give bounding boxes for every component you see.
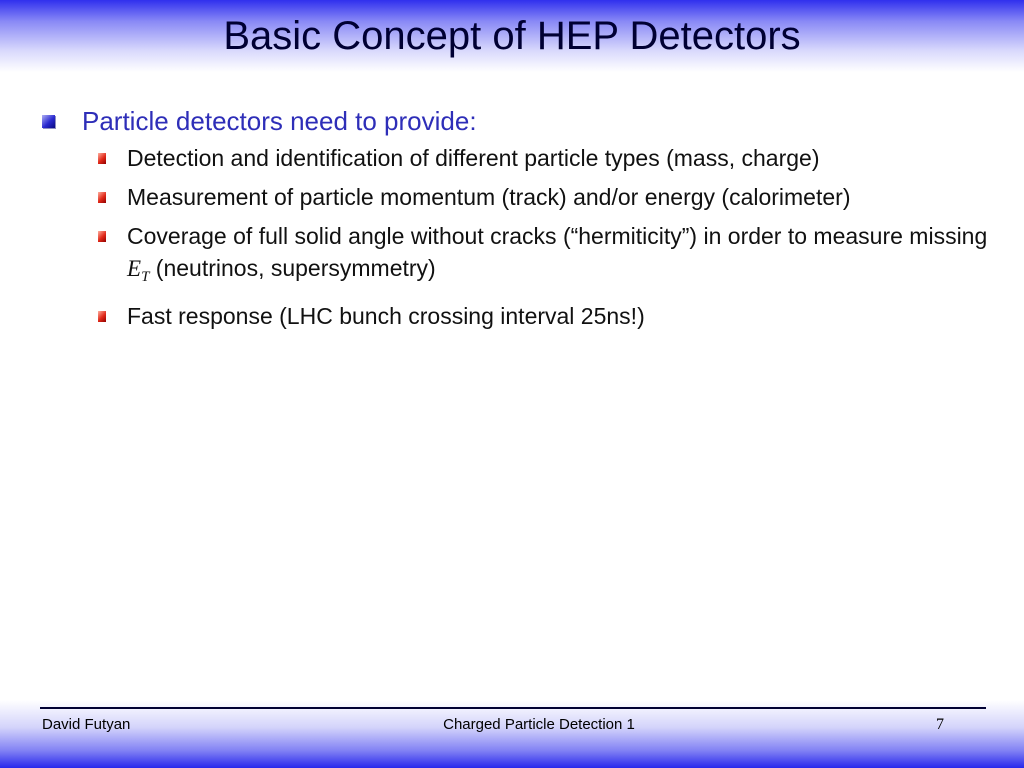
sub-bullet-item [42,142,1002,174]
red-square-bullet-icon [98,311,106,322]
sub-bullet-text: Measurement of particle momentum (track) and/or energy (calorimeter) [127,184,851,210]
page-number: 7 [936,716,944,733]
sub-bullet-text-tail: (neutrinos, supersymmetry) [149,255,436,281]
missing-et-letter: E [127,256,142,281]
missing-et-symbol [127,256,150,285]
sub-bullet-item [42,181,1002,213]
slide-title: Basic Concept of HEP Detectors [223,14,801,58]
footer-gradient [0,700,1024,768]
footer-author: David Futyan [42,716,131,733]
footer-divider [40,707,986,709]
sub-bullet-text: Coverage of full solid angle without cracks (“hermiticity”) in order to measure missing [127,223,988,249]
red-square-bullet-icon [98,231,106,242]
sub-bullet-text: Detection and identification of different particle types (mass, charge) [127,145,820,171]
main-bullet-point [42,104,1002,138]
red-square-bullet-icon [98,153,106,164]
blue-square-bullet-icon [42,115,55,128]
sub-bullet-text: Fast response (LHC bunch crossing interval 25ns!) [127,303,645,329]
footer-presentation-title: Charged Particle Detection 1 [443,716,635,733]
missing-et-subscript: T [141,269,150,285]
sub-bullet-list [42,142,1002,332]
sub-bullet-item [42,300,1002,332]
red-square-bullet-icon [98,192,106,203]
main-bullet-text: Particle detectors need to provide: [82,106,477,136]
slide-content [42,104,1002,339]
sub-bullet-item [42,220,1002,293]
